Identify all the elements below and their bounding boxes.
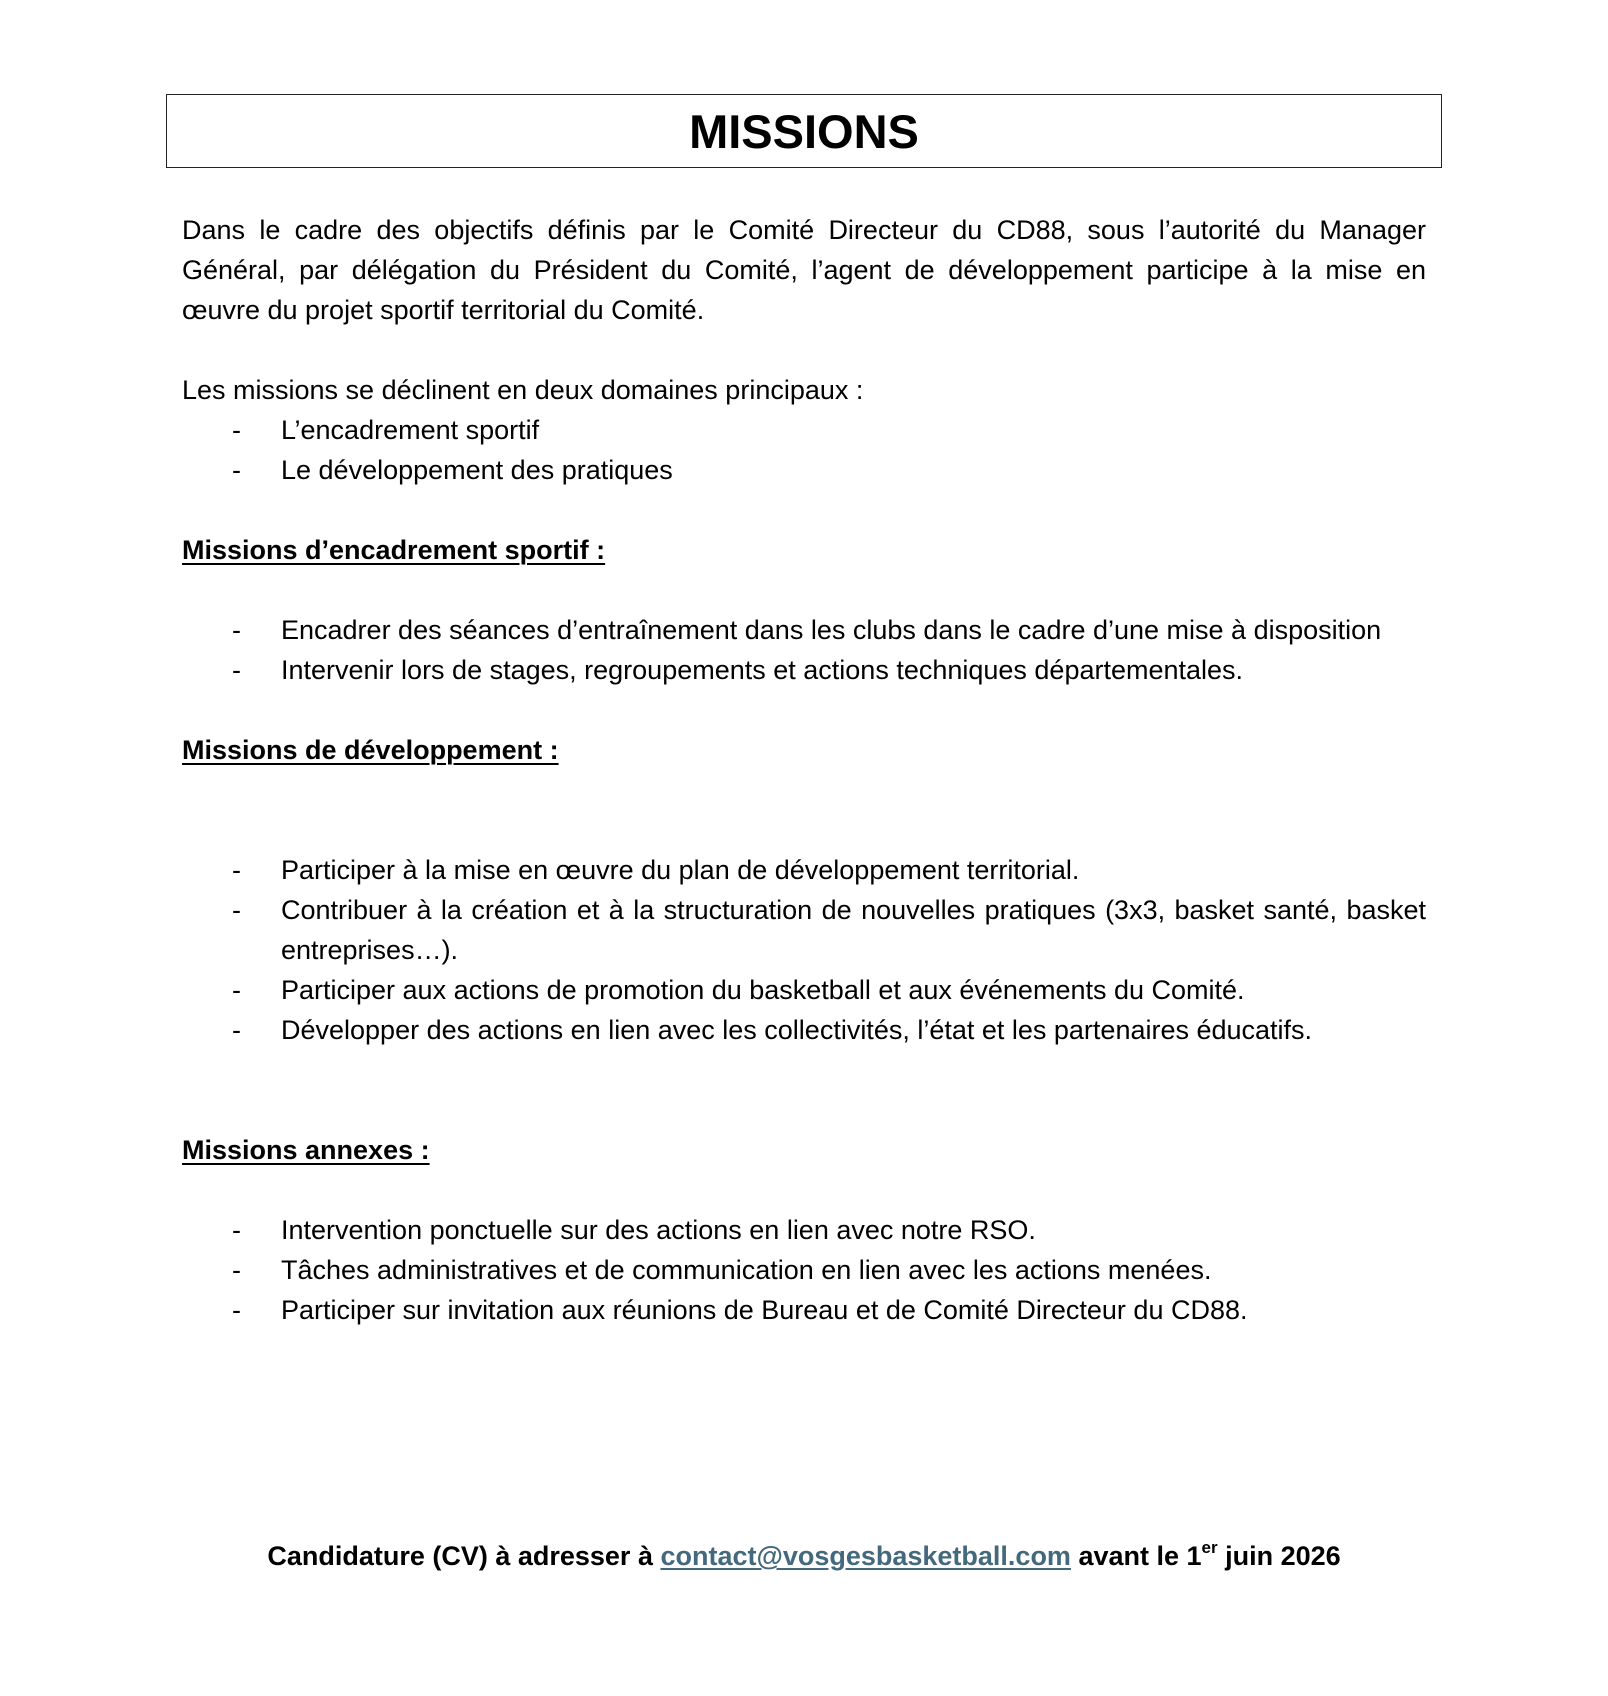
footer-middle: avant le 1 bbox=[1070, 1541, 1202, 1571]
dash-marker: - bbox=[232, 655, 241, 685]
footer-suffix: juin 2026 bbox=[1217, 1541, 1341, 1571]
list-item: - Participer sur invitation aux réunions de Bureau et de Comité Directeur du CD88. bbox=[182, 1290, 1426, 1330]
contact-email-link[interactable]: contact@vosgesbasketball.com bbox=[660, 1541, 1071, 1571]
domains-list bbox=[182, 410, 1426, 490]
developpement-list bbox=[182, 850, 1426, 1050]
section-heading-annexes: Missions annexes : bbox=[182, 1135, 430, 1165]
list-item: - Intervenir lors de stages, regroupements et actions techniques départementales. bbox=[182, 650, 1426, 690]
document-body bbox=[182, 210, 1426, 1330]
dash-marker: - bbox=[232, 1215, 241, 1245]
dash-marker: - bbox=[232, 415, 241, 445]
intro-paragraph: Dans le cadre des objectifs définis par le Comité Directeur du CD88, sous l’autorité du Manager Général, par délégation du Président du Comité, l’agent de développement participe à la mise en œuvre du projet sportif territorial du Comité. bbox=[182, 215, 1426, 325]
section-heading-developpement: Missions de développement : bbox=[182, 735, 559, 765]
list-item: - Intervention ponctuelle sur des actions en lien avec notre RSO. bbox=[182, 1210, 1426, 1250]
list-item: - Contribuer à la création et à la structuration de nouvelles pratiques (3x3, basket santé, basket entreprises…). bbox=[182, 890, 1426, 970]
dash-marker: - bbox=[232, 615, 241, 645]
domains-lead: Les missions se déclinent en deux domaines principaux : bbox=[182, 375, 864, 405]
title-box bbox=[166, 94, 1442, 168]
page-title: MISSIONS bbox=[689, 104, 919, 158]
footer-prefix: Candidature (CV) à adresser à bbox=[267, 1541, 661, 1571]
application-footer bbox=[0, 1536, 1608, 1576]
footer-superscript: er bbox=[1201, 1538, 1218, 1557]
dash-marker: - bbox=[232, 1255, 241, 1285]
list-item: - Encadrer des séances d’entraînement dans les clubs dans le cadre d’une mise à disposition bbox=[182, 610, 1426, 650]
dash-marker: - bbox=[232, 855, 241, 885]
annexes-list bbox=[182, 1210, 1426, 1330]
dash-marker: - bbox=[232, 1295, 241, 1325]
dash-marker: - bbox=[232, 1015, 241, 1045]
list-item: - Participer aux actions de promotion du basketball et aux événements du Comité. bbox=[182, 970, 1426, 1010]
list-item: - L’encadrement sportif bbox=[182, 410, 1426, 450]
section-heading-encadrement: Missions d’encadrement sportif : bbox=[182, 535, 606, 565]
list-item: - Participer à la mise en œuvre du plan de développement territorial. bbox=[182, 850, 1426, 890]
list-item: - Tâches administratives et de communication en lien avec les actions menées. bbox=[182, 1250, 1426, 1290]
dash-marker: - bbox=[232, 975, 241, 1005]
dash-marker: - bbox=[232, 895, 241, 925]
encadrement-list bbox=[182, 610, 1426, 690]
list-item: - Développer des actions en lien avec les collectivités, l’état et les partenaires éducatifs. bbox=[182, 1010, 1426, 1050]
dash-marker: - bbox=[232, 455, 241, 485]
list-item: - Le développement des pratiques bbox=[182, 450, 1426, 490]
